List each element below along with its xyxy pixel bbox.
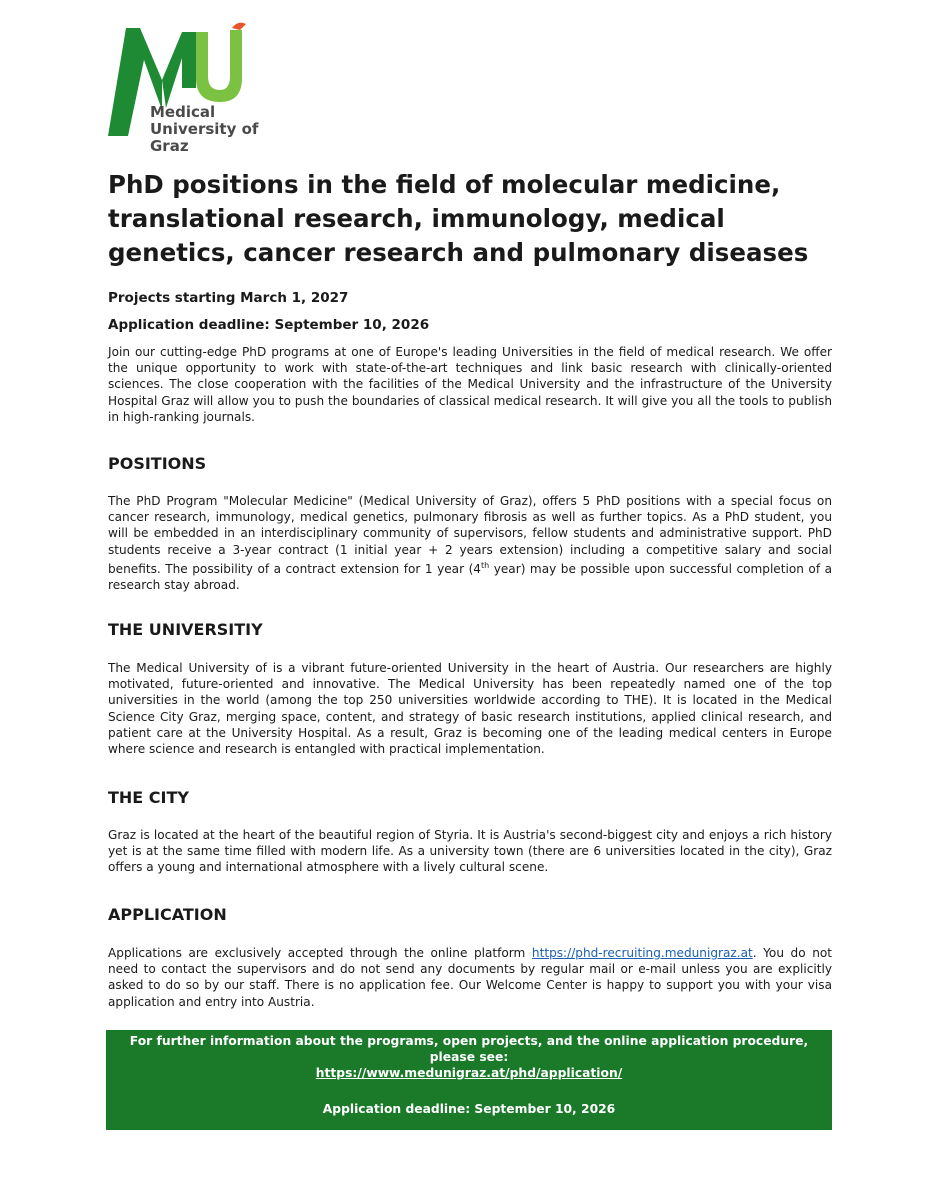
banner-deadline: Application deadline: September 10, 2026: [322, 1102, 616, 1116]
application-text-2: . You do not need to contact the supervisors and do not send any documents by regular mail or e-mail unless you are explicitly asked to do so by our staff. There is no application fee. Our Welcome Center is happy to support you with your visa application and entry into Austria.: [108, 946, 833, 1009]
logo-line-medical: Medical: [150, 103, 216, 121]
logo-line-university: University of Graz: [150, 120, 259, 155]
city-paragraph: Graz is located at the heart of the beautiful region of Styria. It is Austria's second-biggest city and enjoys a rich history yet is at the same time filled with modern life. As a university town (there are 6 universities located in the city), Graz offers a young and international atmosphere with a lively cultural scene.: [108, 828, 832, 875]
application-heading: APPLICATION: [108, 905, 227, 924]
positions-heading: POSITIONS: [108, 454, 207, 473]
application-deadline: Application deadline: September 10, 2026: [108, 317, 430, 333]
positions-paragraph: [108, 493, 832, 593]
positions-sup: th: [480, 560, 490, 570]
intro-paragraph: Join our cutting-edge PhD programs at one of Europe's leading Universities in the field of medical research. We offer the unique opportunity to work with state-of-the-art techniques and link basic research with clinically-oriented sciences. The close cooperation with the facilities of the Medical University and the infrastructure of the University Hospital Graz will allow you to push the boundaries of classical medical research. It will give you all the tools to publish in high-ranking journals.: [108, 345, 832, 424]
university-heading: THE UNIVERSITIY: [108, 620, 263, 639]
page-title: PhD positions in the field of molecular medicine, translational research, immunology, medical genetics, cancer research and pulmonary diseases: [108, 170, 809, 267]
application-text-1: Applications are exclusively accepted through the online platform: [108, 946, 532, 960]
positions-text-2: year) may be possible upon successful completion of a research stay abroad.: [108, 561, 833, 593]
recruiting-platform-link[interactable]: https://phd-recruiting.medunigraz.at: [531, 946, 753, 960]
banner-info-text: For further information about the programs, open projects, and the online application procedure, please see:: [129, 1034, 809, 1064]
projects-start: Projects starting March 1, 2027: [108, 290, 349, 306]
city-heading: THE CITY: [108, 788, 189, 807]
university-paragraph: The Medical University of is a vibrant future-oriented University in the heart of Austria. Our researchers are highly motivated, future-oriented and innovative. The Medical University has been repeatedly named one of the top universities in the world (among the top 250 universities worldwide according to THE). It is located in the Medical Science City Graz, merging space, content, and strategy of basic research institutions, applied clinical research, and patient care at the University Hospital. As a result, Graz is becoming one of the leading medical centers in Europe where science and research is entangled with practical implementation.: [108, 661, 832, 757]
positions-text-1: The PhD Program "Molecular Medicine" (Medical University of Graz), offers 5 PhD positions with a special focus on cancer research, immunology, medical genetics, pulmonary fibrosis as well as further topics. As a PhD student, you will be embedded in an interdisciplinary community of supervisors, fellow students and administrative support. PhD students receive a 3-year contract (1 initial year + 2 years extension) including a competitive salary and social benefits. The possibility of a contract extension for 1 year (4: [108, 494, 832, 576]
info-banner: [106, 1030, 832, 1130]
application-info-link[interactable]: https://www.medunigraz.at/phd/application/: [315, 1066, 623, 1080]
university-logo: [104, 18, 294, 155]
application-paragraph: [108, 945, 832, 1010]
